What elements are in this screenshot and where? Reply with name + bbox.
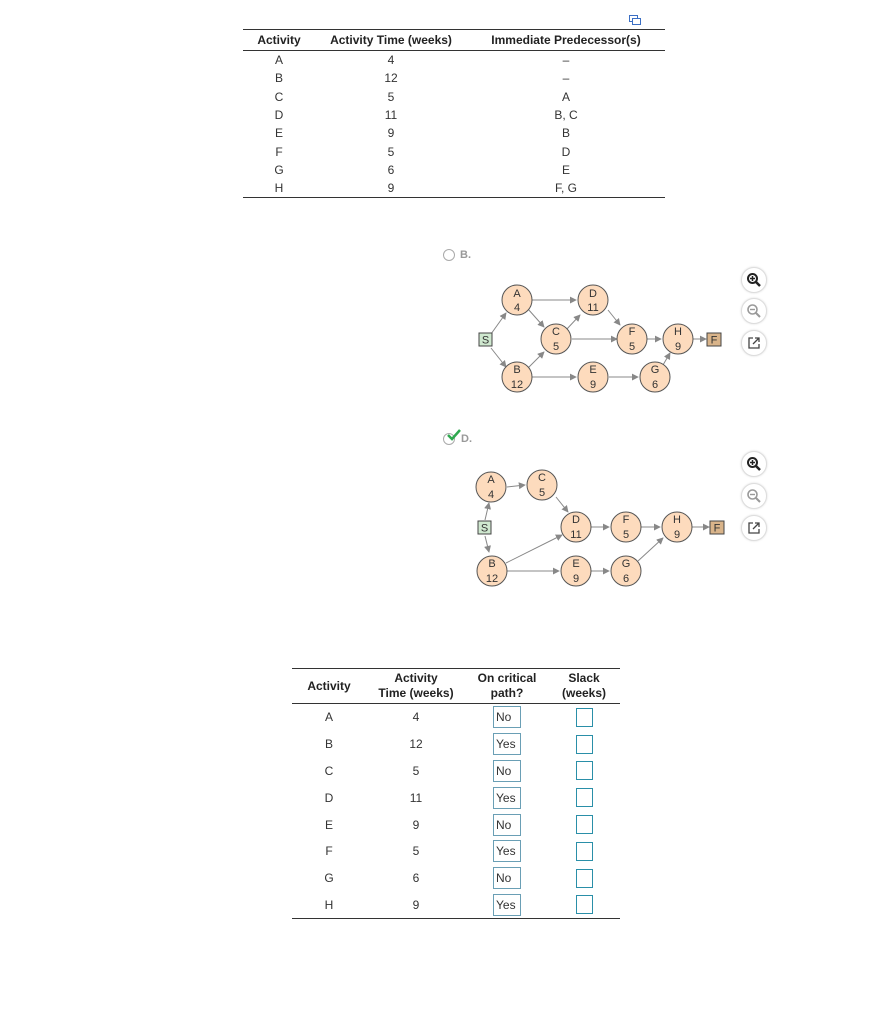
cell-activity: F	[325, 844, 333, 859]
open-external-button[interactable]	[741, 515, 767, 541]
zoom-in-icon	[746, 272, 762, 288]
header-predecessors: Immediate Predecessor(s)	[467, 30, 665, 51]
cell-predecessor: A	[561, 89, 570, 104]
node-time: 12	[485, 573, 499, 585]
node-time: 4	[487, 489, 495, 501]
cell-activity: D	[324, 790, 334, 805]
node-name: E	[572, 558, 580, 570]
header-activity-time: Activity Time (weeks)	[315, 30, 467, 51]
node-time: 5	[628, 341, 636, 353]
zoom-out-button[interactable]	[741, 483, 767, 509]
node-name: D	[589, 288, 597, 300]
cell-activity: G	[274, 162, 284, 177]
slack-input[interactable]	[576, 761, 593, 780]
zoom-in-button[interactable]	[741, 267, 767, 293]
cell-time: 4	[412, 710, 420, 725]
slack-input[interactable]	[576, 708, 593, 727]
node-e	[578, 362, 608, 392]
table-row	[243, 124, 665, 142]
cell-predecessor: E	[561, 162, 570, 177]
node-name: F	[628, 326, 636, 338]
cell-activity: C	[274, 89, 284, 104]
start-label: S	[481, 334, 490, 347]
edge-s-a	[485, 503, 489, 520]
cell-time: 5	[387, 144, 395, 159]
header-activity: Activity	[292, 669, 366, 704]
header-slack-line1: Slack	[568, 671, 600, 685]
cell-predecessor: B	[561, 126, 570, 141]
finish-label: F	[713, 522, 721, 535]
node-g	[640, 362, 670, 392]
slack-input[interactable]	[576, 735, 593, 754]
finish-node	[707, 333, 721, 347]
table-row	[292, 731, 620, 758]
cell-slack	[548, 892, 620, 919]
cell-time: 11	[384, 108, 398, 123]
cell-critical	[466, 731, 548, 758]
start-label: S	[480, 522, 489, 535]
edge-g-h	[663, 353, 670, 365]
node-time: 6	[622, 573, 630, 585]
finish-node	[710, 521, 724, 535]
cell-slack	[548, 865, 620, 892]
node-time: 11	[587, 302, 599, 314]
cell-slack	[548, 731, 620, 758]
node-time: 9	[589, 379, 597, 391]
header-on-critical-path	[466, 669, 548, 704]
cell-time: 5	[412, 844, 420, 859]
cell-time: 11	[409, 790, 423, 805]
node-a	[476, 472, 506, 502]
node-c	[527, 470, 557, 500]
cell-predecessor: B, C	[554, 108, 578, 123]
critical-path-select[interactable]: Yes	[493, 787, 521, 809]
table-row	[243, 161, 665, 179]
cell-predecessor: –	[562, 53, 570, 68]
edge-s-a	[491, 313, 506, 334]
node-name: B	[513, 364, 521, 376]
cell-time: 12	[384, 71, 398, 86]
cell-critical	[466, 704, 548, 731]
cell-time: 4	[387, 53, 395, 68]
node-name: A	[513, 288, 521, 300]
node-name: B	[488, 558, 496, 570]
finish-label: F	[710, 334, 718, 347]
table-row	[243, 88, 665, 106]
cell-activity: C	[324, 763, 334, 778]
cell-critical	[466, 811, 548, 838]
option-d-network-diagram	[470, 465, 730, 590]
cell-predecessor: –	[562, 71, 570, 86]
node-time: 9	[673, 529, 681, 541]
cell-activity: H	[243, 179, 315, 198]
header-time-line2: Time (weeks)	[378, 686, 454, 700]
checkmark-icon	[447, 429, 461, 441]
option-b-radio[interactable]	[443, 249, 455, 261]
edge-b-d	[506, 535, 562, 563]
table-row	[292, 784, 620, 811]
table-row	[292, 811, 620, 838]
node-name: G	[621, 558, 631, 570]
node-name: C	[552, 326, 560, 338]
open-external-icon	[746, 335, 762, 351]
table-row	[292, 758, 620, 785]
node-time: 5	[622, 529, 630, 541]
edge-c-d	[566, 315, 580, 330]
edge-g-h	[638, 538, 663, 561]
node-name: E	[589, 364, 597, 376]
critical-path-select[interactable]: No	[493, 706, 521, 728]
cell-time: 9	[366, 892, 466, 919]
edge-a-c	[528, 309, 544, 327]
header-critical-line2: path?	[490, 686, 524, 700]
cell-activity: A	[324, 710, 333, 725]
header-time-line1: Activity	[394, 671, 438, 685]
node-d	[561, 512, 591, 542]
activity-table-header	[243, 30, 665, 51]
node-time: 9	[674, 341, 682, 353]
node-f	[611, 512, 641, 542]
edge-b-c	[528, 352, 544, 368]
node-d	[578, 285, 608, 315]
cell-activity: E	[274, 126, 283, 141]
zoom-out-button[interactable]	[741, 298, 767, 324]
node-time: 11	[570, 529, 582, 541]
cell-critical	[466, 838, 548, 865]
header-slack-line2: (weeks)	[561, 686, 607, 700]
node-time: 6	[651, 379, 659, 391]
cell-slack	[548, 704, 620, 731]
critical-path-select[interactable]: Yes	[493, 840, 521, 862]
edge-d-f	[608, 310, 620, 325]
cell-activity: A	[274, 53, 283, 68]
node-h	[663, 324, 693, 354]
node-h	[662, 512, 692, 542]
cell-time: 9	[315, 179, 467, 198]
node-f	[617, 324, 647, 354]
cell-slack	[548, 838, 620, 865]
cell-time: 9	[387, 126, 395, 141]
node-time: 5	[538, 487, 546, 499]
cell-critical	[466, 784, 548, 811]
node-name: F	[622, 514, 630, 526]
node-c	[541, 324, 571, 354]
cell-time: 9	[412, 817, 420, 832]
slack-input[interactable]	[576, 815, 593, 834]
cell-slack	[548, 784, 620, 811]
table-row	[292, 892, 620, 919]
table-row	[292, 704, 620, 731]
critical-path-table-header	[292, 669, 620, 704]
slack-input[interactable]	[576, 842, 593, 861]
node-time: 5	[552, 341, 560, 353]
slack-input[interactable]	[576, 788, 593, 807]
cell-activity: F	[275, 144, 283, 159]
start-node	[478, 521, 491, 535]
option-b-label[interactable]: B.	[460, 249, 471, 261]
cell-time: 5	[412, 763, 420, 778]
node-g	[611, 556, 641, 586]
cell-time: 6	[387, 162, 395, 177]
table-row	[292, 865, 620, 892]
node-name: H	[673, 514, 681, 526]
cell-predecessor: D	[561, 144, 571, 159]
cell-activity: E	[324, 817, 333, 832]
slack-input[interactable]	[576, 869, 593, 888]
open-external-button[interactable]	[741, 330, 767, 356]
node-name: A	[487, 474, 495, 486]
cell-activity: D	[274, 108, 284, 123]
node-name: D	[572, 514, 580, 526]
node-b	[502, 362, 532, 392]
popup-window-icon[interactable]	[629, 15, 641, 25]
node-name: G	[650, 364, 660, 376]
node-name: C	[538, 472, 546, 484]
cell-activity: H	[292, 892, 366, 919]
table-row	[243, 51, 665, 70]
cell-activity: G	[324, 871, 334, 886]
start-node	[479, 333, 492, 347]
table-row	[243, 179, 665, 198]
node-time: 9	[572, 573, 580, 585]
cell-critical	[466, 865, 548, 892]
open-external-icon	[746, 520, 762, 536]
edge-s-b	[491, 348, 506, 367]
zoom-out-icon	[746, 488, 762, 504]
node-b	[477, 556, 507, 586]
cell-activity: B	[274, 71, 283, 86]
cell-critical	[466, 758, 548, 785]
critical-path-select[interactable]: No	[493, 867, 521, 889]
critical-path-select[interactable]: Yes	[493, 733, 521, 755]
option-b-network-diagram	[470, 280, 730, 400]
edge-s-b	[485, 536, 489, 552]
table-row	[292, 838, 620, 865]
header-slack	[548, 669, 620, 704]
cell-time: 5	[387, 89, 395, 104]
zoom-out-icon	[746, 303, 762, 319]
node-a	[502, 285, 532, 315]
header-critical-line1: On critical	[477, 671, 537, 685]
activity-table	[243, 29, 665, 198]
cell-predecessor: F, G	[467, 179, 665, 198]
zoom-in-button[interactable]	[741, 451, 767, 477]
header-activity: Activity	[243, 30, 315, 51]
critical-path-select[interactable]: No	[493, 760, 521, 782]
critical-path-table	[292, 668, 620, 919]
cell-activity: B	[324, 737, 333, 752]
node-time: 4	[513, 302, 521, 314]
table-row	[243, 106, 665, 124]
cell-time: 6	[412, 871, 420, 886]
edge-c-d	[556, 497, 568, 512]
zoom-in-icon	[746, 456, 762, 472]
node-time: 12	[510, 379, 524, 391]
header-activity-time	[366, 669, 466, 704]
cell-slack	[548, 811, 620, 838]
critical-path-select[interactable]: No	[493, 814, 521, 836]
critical-path-select[interactable]: Yes	[493, 894, 521, 916]
cell-time: 12	[409, 737, 423, 752]
table-row	[243, 69, 665, 87]
node-e	[561, 556, 591, 586]
option-d-label[interactable]: D.	[461, 433, 472, 445]
node-name: H	[674, 326, 682, 338]
cell-slack	[548, 758, 620, 785]
slack-input[interactable]	[576, 895, 593, 914]
edge-a-c	[507, 485, 525, 487]
table-row	[243, 142, 665, 160]
cell-critical	[466, 892, 548, 919]
